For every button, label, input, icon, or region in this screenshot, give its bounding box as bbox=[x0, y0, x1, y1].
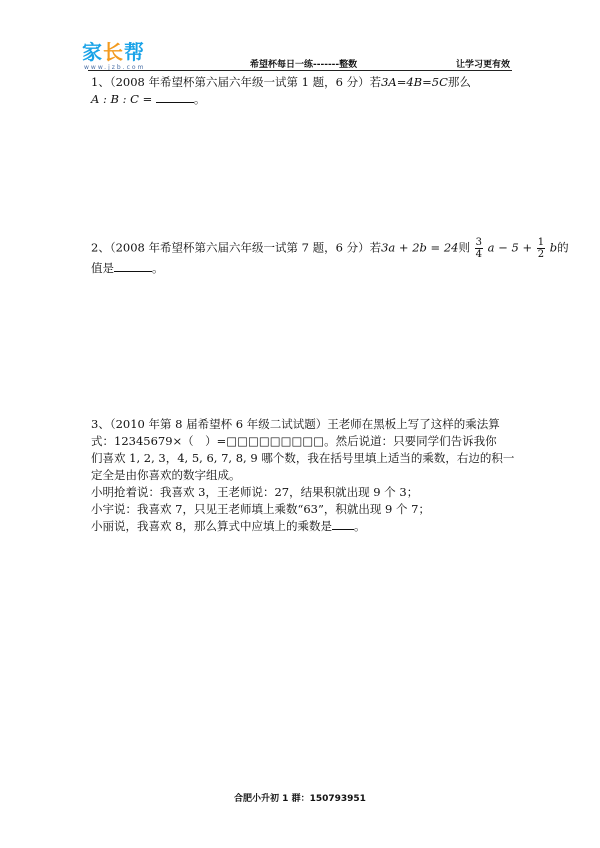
question-3-end: 。 bbox=[353, 519, 366, 533]
question-3-line: 式：12345679×（ ）=□□□□□□□□□。然后说道：只要同学们告诉我你 bbox=[91, 434, 497, 448]
question-2-text-tail: 的 bbox=[557, 240, 569, 255]
fraction-denominator: 2 bbox=[537, 249, 545, 260]
question-3-line: 们喜欢 1, 2, 3，4, 5, 6, 7, 8, 9 哪个数，我在括号里填上适当的乘数，右边的积一 bbox=[91, 451, 515, 465]
question-2-value-label: 值是 bbox=[91, 261, 114, 275]
question-2-line-2 bbox=[91, 260, 511, 277]
fraction-numerator: 3 bbox=[475, 237, 483, 248]
question-1-line-1 bbox=[91, 74, 511, 91]
question-1-text: 1、（2008 年希望杯第六届六年级一试第 1 题，6 分）若 bbox=[91, 75, 382, 89]
question-3-line: 小明抢着说：我喜欢 3，王老师说：27，结果积就出现 9 个 3； bbox=[91, 485, 419, 499]
question-1-end: 。 bbox=[193, 92, 206, 106]
question-1-line-2 bbox=[91, 91, 511, 108]
logo-url: www.jzb.com bbox=[84, 64, 146, 71]
footer-group-info: 合肥小升初 1 群：150793951 bbox=[234, 794, 366, 804]
answer-blank bbox=[114, 261, 152, 272]
question-2-var-b: b bbox=[549, 240, 558, 255]
logo-wordmark bbox=[82, 40, 145, 64]
question-2-then: 则 bbox=[458, 240, 470, 255]
question-2 bbox=[91, 237, 569, 277]
header-title: 希望杯每日一练-------整数 bbox=[250, 60, 358, 70]
fraction-numerator: 1 bbox=[537, 237, 545, 248]
logo-char-1: 家 bbox=[82, 40, 103, 64]
question-2-condition: 3a + 2b = 24 bbox=[381, 240, 459, 255]
logo-char-3: 帮 bbox=[124, 40, 145, 64]
answer-blank bbox=[332, 519, 354, 530]
header-divider bbox=[88, 70, 512, 71]
question-2-expression: a − 5 + bbox=[487, 240, 533, 255]
question-2-end: 。 bbox=[152, 261, 164, 275]
question-1 bbox=[91, 74, 511, 108]
question-3-line: 小宇说：我喜欢 7，只见王老师填上乘数“63”，积就出现 9 个 7； bbox=[91, 502, 430, 516]
question-3-line: 定全是由你喜欢的数字组成。 bbox=[91, 468, 241, 482]
question-3-text: 小丽说，我喜欢 8，那么算式中应填上的乘数是 bbox=[91, 519, 332, 533]
answer-blank bbox=[156, 92, 194, 103]
jzb-logo bbox=[82, 40, 172, 74]
question-2-text: 2、（2008 年希望杯第六届六年级一试第 7 题，6 分）若 bbox=[91, 240, 382, 255]
fraction-three-quarters bbox=[475, 237, 483, 260]
fraction-one-half bbox=[537, 237, 545, 260]
question-1-text-tail: 那么 bbox=[447, 75, 471, 89]
question-3-line: 3、（2010 年第 8 届希望杯 6 年级二试试题）王老师在黑板上写了这样的乘法算 bbox=[91, 417, 500, 431]
question-1-equation: 3A=4B=5C bbox=[381, 75, 448, 89]
question-1-ratio: A : B : C = bbox=[91, 92, 153, 106]
question-2-line-1 bbox=[91, 237, 569, 260]
header-slogan: 让学习更有效 bbox=[456, 60, 511, 70]
logo-char-2: 长 bbox=[103, 40, 124, 64]
question-3 bbox=[91, 416, 515, 535]
fraction-denominator: 4 bbox=[475, 249, 483, 260]
question-3-last-line bbox=[91, 518, 511, 535]
